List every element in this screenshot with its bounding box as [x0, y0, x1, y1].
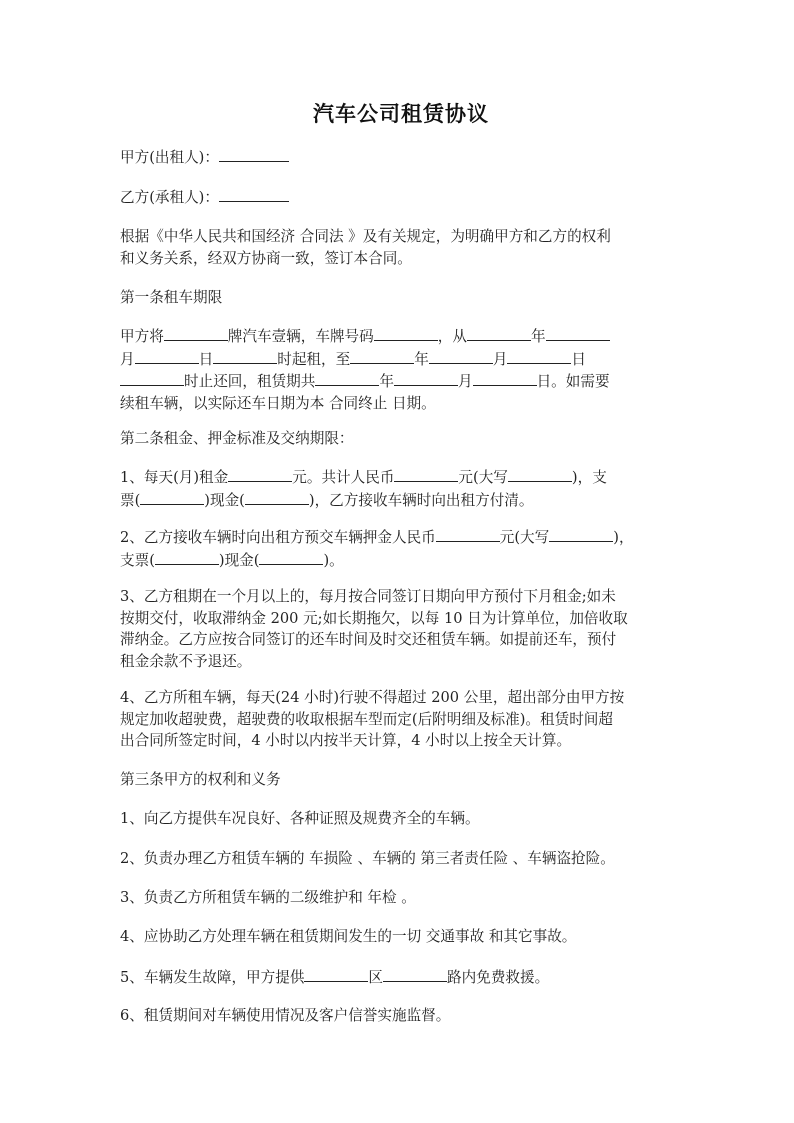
- item-line: 4、乙方所租车辆，每天(24 小时)行驶不得超过 200 公里，超出部分由甲方按: [120, 689, 625, 706]
- text: )现金(: [204, 491, 245, 509]
- item-row: [120, 466, 682, 489]
- article3-item4: 4、应协助乙方处理车辆在租赁期间发生的一切 交通事故 和其它事故。: [120, 928, 577, 945]
- text: )，支: [571, 469, 607, 486]
- term-months-blank[interactable]: [394, 370, 458, 386]
- start-year-blank[interactable]: [467, 325, 531, 341]
- item-row: [120, 526, 682, 549]
- article1-heading: 第一条租车期限: [120, 289, 223, 306]
- article2-item4: [120, 687, 682, 752]
- article2-heading: 第二条租金、押金标准及交纳期限：: [120, 430, 354, 447]
- document-title: 汽车公司租赁协议: [313, 101, 489, 126]
- text: 月: [457, 373, 473, 391]
- item-line: 出合同所签定时间，4 小时以内按半天计算，4 小时以上按全天计算。: [120, 732, 572, 750]
- text: 牌汽车壹辆，车牌号码: [227, 328, 374, 345]
- text: 年: [530, 328, 546, 345]
- article3-item2: 2、负责办理乙方租赁车辆的 车损险 、车辆的 第三者责任险 、车辆盗抢险。: [120, 850, 615, 867]
- article1-row: [120, 348, 682, 371]
- text: )现金(: [218, 551, 260, 569]
- text: 元(大写: [458, 469, 508, 486]
- text: )。: [323, 551, 344, 569]
- item-line: 租金余款不予退还。: [120, 652, 252, 670]
- deposit-cash-blank[interactable]: [259, 549, 323, 565]
- article3-item1: 1、向乙方提供车况良好、各种证照及规费齐全的车辆。: [120, 810, 480, 827]
- text: 日。如需要: [536, 373, 610, 391]
- party-a-line: [120, 146, 289, 168]
- text: 2、乙方接收车辆时向出租方预交车辆押金人民币: [120, 529, 436, 546]
- text: 月: [120, 350, 135, 368]
- article2-item1: [120, 466, 682, 511]
- article3-item6: 6、租赁期间对车辆使用情况及客户信誉实施监督。: [120, 1007, 451, 1024]
- item-line: 按期交付，收取滞纳金 200 元;如长期拖欠，以每 10 日为计算单位，加倍收取: [120, 609, 628, 627]
- intro-line: 根据《中华人民共和国经济 合同法 》及有关规定，为明确甲方和乙方的权利: [120, 228, 611, 245]
- text: 甲方将: [120, 328, 164, 345]
- text: 票(: [120, 491, 141, 509]
- text: 元。共计人民币: [292, 469, 395, 486]
- article1-row: 续租车辆，以实际还车日期为本 合同终止 日期。: [120, 394, 436, 412]
- party-b-blank[interactable]: [219, 186, 289, 202]
- article1-row: [120, 325, 682, 348]
- text: 时止还回，租赁期共: [184, 373, 316, 391]
- item-row: [120, 489, 682, 512]
- article2-item3: [120, 586, 682, 672]
- text: 区: [368, 969, 384, 986]
- end-year-blank[interactable]: [350, 348, 414, 364]
- item-line: 滞纳金。乙方应按合同签订的还车时间及时交还租赁车辆。如提前还车，预付: [120, 631, 617, 649]
- end-day-blank[interactable]: [507, 348, 571, 364]
- text: ，从: [437, 328, 467, 345]
- party-b-label: 乙方(承租人)：: [120, 189, 219, 206]
- text: )，乙方接收车辆时向出租方付清。: [308, 491, 534, 509]
- text: 5、车辆发生故障，甲方提供: [120, 969, 305, 986]
- text: 年: [414, 350, 429, 368]
- text: 1、每天(月)租金: [120, 469, 229, 486]
- end-hour-blank[interactable]: [120, 370, 184, 386]
- item-line: 3、乙方租期在一个月以上的，每月按合同签订日期向甲方预付下月租金;如未: [120, 588, 616, 605]
- rent-amount-blank[interactable]: [228, 466, 292, 482]
- text: 日: [198, 350, 214, 368]
- text: 支票(: [120, 551, 155, 569]
- article1-row: [120, 370, 682, 393]
- text: 日: [571, 350, 587, 368]
- total-uppercase-blank[interactable]: [508, 466, 572, 482]
- party-a-label: 甲方(出租人)：: [120, 149, 219, 166]
- plate-number-blank[interactable]: [374, 325, 438, 341]
- rescue-road-blank[interactable]: [383, 966, 447, 982]
- article3-item5: [120, 966, 549, 988]
- deposit-amount-blank[interactable]: [436, 526, 500, 542]
- start-hour-blank[interactable]: [213, 348, 277, 364]
- start-month-blank[interactable]: [546, 325, 610, 341]
- article2-item2: [120, 526, 682, 571]
- text: )，: [613, 529, 634, 546]
- rescue-district-blank[interactable]: [304, 966, 368, 982]
- total-rmb-blank[interactable]: [394, 466, 458, 482]
- article1-paragraph: [120, 325, 682, 414]
- rent-cash-blank[interactable]: [245, 489, 309, 505]
- article3-item3: 3、负责乙方所租赁车辆的二级维护和 年检 。: [120, 889, 416, 906]
- item-row: [120, 549, 682, 572]
- end-month-blank[interactable]: [429, 348, 493, 364]
- term-years-blank[interactable]: [315, 370, 379, 386]
- intro-line: 和义务关系，经双方协商一致，签订本合同。: [120, 249, 412, 267]
- text: 路内免费救援。: [447, 969, 550, 986]
- text: 元(大写: [499, 529, 550, 546]
- party-b-line: [120, 186, 289, 208]
- text: 时起租，至: [277, 350, 351, 368]
- party-a-blank[interactable]: [219, 146, 289, 162]
- item-line: 规定加收超驶费，超驶费的收取根据车型而定(后附明细及标准)。租赁时间超: [120, 710, 613, 728]
- brand-blank[interactable]: [164, 325, 228, 341]
- article3-heading: 第三条甲方的权利和义务: [120, 771, 281, 788]
- rent-cheque-blank[interactable]: [140, 489, 204, 505]
- text: 月: [492, 350, 508, 368]
- intro-paragraph: [120, 226, 682, 269]
- deposit-uppercase-blank[interactable]: [549, 526, 613, 542]
- text: 年: [379, 373, 394, 391]
- deposit-cheque-blank[interactable]: [155, 549, 219, 565]
- start-day-blank[interactable]: [135, 348, 199, 364]
- term-days-blank[interactable]: [473, 370, 537, 386]
